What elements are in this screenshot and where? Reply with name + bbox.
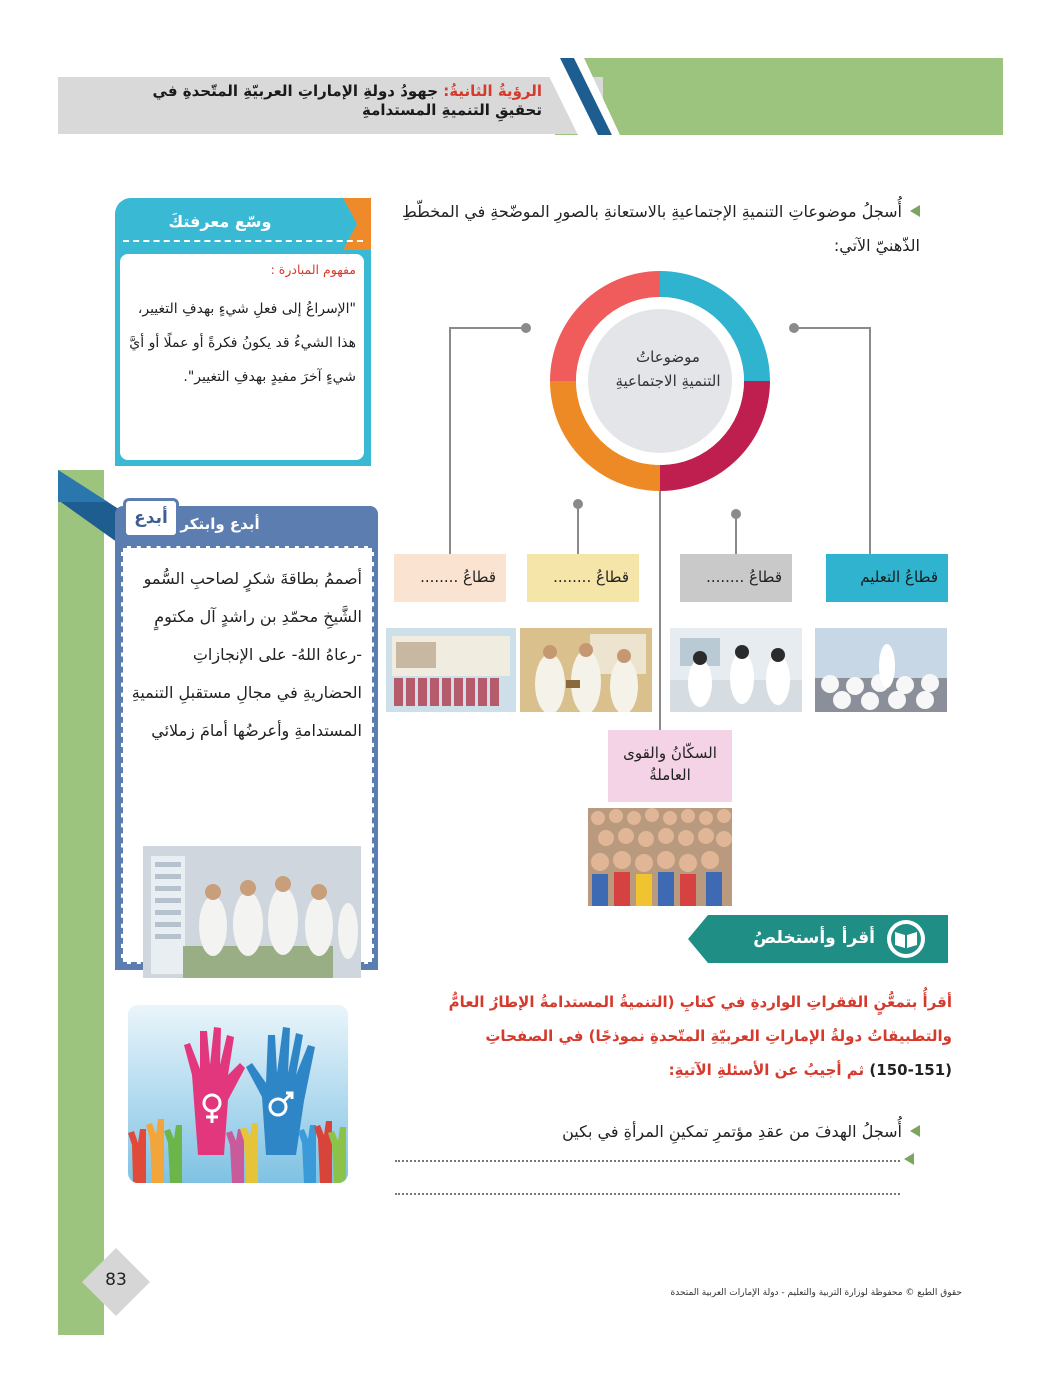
side-green-band xyxy=(58,470,104,1335)
instruction-tail: ثم أجيبُ عن الأسئلةِ الآتيةِ: xyxy=(668,1061,870,1079)
sector-label: قطاعُ ........ xyxy=(553,568,629,586)
definition-line: "الإسراعُ إلى فعلِ شيءٍ بهدفِ التغيير، xyxy=(137,301,356,317)
create-content xyxy=(121,546,374,964)
answer-line[interactable] xyxy=(395,1160,900,1162)
answer-line[interactable] xyxy=(395,1193,900,1195)
create-box xyxy=(115,498,378,970)
title-text: جهودُ دولةِ الإماراتِ العربيّةِ المتّحدةِ في تحقيقِ التنميةِ المستدامةِ xyxy=(152,82,542,119)
knowledge-definition xyxy=(128,292,356,394)
raised-hands-image xyxy=(128,1005,348,1183)
connector-left xyxy=(450,328,526,554)
header-green-band xyxy=(555,58,1003,135)
question-text: أُسجلُ الهدفَ من عقدِ مؤتمرِ تمكينِ المرأةِ في بكين xyxy=(562,1122,902,1141)
create-badge: أبدع xyxy=(123,498,179,538)
sector-population xyxy=(608,730,732,802)
instruction-line xyxy=(332,1053,952,1087)
page-range: (150-151) xyxy=(869,1061,952,1079)
create-title: أبدع وابتكر xyxy=(180,515,260,533)
knowledge-content xyxy=(120,254,364,460)
knowledge-body xyxy=(115,250,371,466)
definition-line: هذا الشيءُ قد يكونُ فكرةً أو عملًا أو أيَّ xyxy=(129,335,356,351)
title-highlight: الرؤيةُ الثانيةُ: xyxy=(443,82,542,100)
laboratory-photo xyxy=(670,628,802,712)
bullet-arrow-icon xyxy=(904,1153,914,1165)
crowd-photo xyxy=(588,808,732,906)
connector-right xyxy=(794,328,870,554)
sector-education xyxy=(826,554,948,602)
definition-line: شيءٍ آخرَ مفيدٍ بهدفِ التغيير". xyxy=(183,369,356,385)
sector-social xyxy=(394,554,506,602)
bullet-arrow-icon xyxy=(910,1125,920,1137)
knowledge-title: وسّع معرفتكَ xyxy=(168,212,272,231)
sector-label: قطاعُ ........ xyxy=(420,568,496,586)
connector-dot xyxy=(789,323,799,333)
task-instruction xyxy=(375,195,920,263)
bullet-arrow-icon xyxy=(910,205,920,217)
knowledge-box xyxy=(115,198,371,466)
mind-map-diagram xyxy=(380,255,960,915)
diagram-center-label xyxy=(588,345,748,393)
page-title xyxy=(122,82,542,120)
task-text: أُسجلُ موضوعاتِ التنميةِ الإجتماعيةِ بالاستعانةِ بالصورِ الموضّحةِ في المخطّطِ الذّهنيّ الآتي: xyxy=(401,202,920,255)
connector-dot xyxy=(731,509,741,519)
classroom-photo xyxy=(815,628,947,712)
population-label-line: العاملةُ xyxy=(649,766,691,784)
population-label xyxy=(618,742,722,786)
create-task-text: أصممُ بطاقةَ شكرٍ لصاحبِ السُّمو الشَّيخِ محمّدِ بن راشدٍ آل مكتومٍ -رعاهُ اللهُ- على الإنجازاتِ الحضاريةِ في مجالِ مستقبلِ التنميةِ المستدامةِ وأعرضُها أمامَ زملائي xyxy=(131,569,362,740)
sector-label: قطاعُ ........ xyxy=(706,568,782,586)
center-label-line: موضوعاتُ xyxy=(636,348,700,366)
students-group-photo xyxy=(386,628,516,712)
question-1 xyxy=(380,1122,920,1141)
sheikh-photo xyxy=(143,846,361,978)
knowledge-label: مفهوم المبادرة : xyxy=(270,262,356,277)
read-instructions xyxy=(332,985,952,1087)
knowledge-dash-divider xyxy=(123,240,363,242)
center-label-line: التنميةِ الاجتماعيةِ xyxy=(615,372,721,390)
create-body xyxy=(115,544,378,970)
page-number: 83 xyxy=(105,1270,127,1290)
sector-culture xyxy=(527,554,639,602)
sector-label: قطاعُ التعليم xyxy=(860,568,938,586)
knowledge-arrow-decoration xyxy=(343,198,371,250)
read-section-title: أقرأ وأستخلصُ xyxy=(753,928,875,948)
instruction-line: أقرأُ بتمعُّنٍ الفقراتِ الواردةِ في كتابِ (التنميةُ المستدامةُ الإطارُ العامُّ xyxy=(448,993,952,1011)
copyright-text: حقوق الطبع © محفوظة لوزارة التربية والتعليم - دولة الإمارات العربية المتحدة xyxy=(670,1288,962,1298)
instruction-line: والتطبيقاتُ دولةُ الإماراتِ العربيّةِ المتّحدةِ نموذجًا) في الصفحاتِ xyxy=(485,1027,952,1045)
connector-dot xyxy=(521,323,531,333)
connector-dot xyxy=(573,499,583,509)
sector-health xyxy=(680,554,792,602)
award-ceremony-photo xyxy=(520,628,652,712)
population-label-line: السكّانُ والقوى xyxy=(623,744,717,762)
header-stripe-decoration xyxy=(540,58,620,135)
